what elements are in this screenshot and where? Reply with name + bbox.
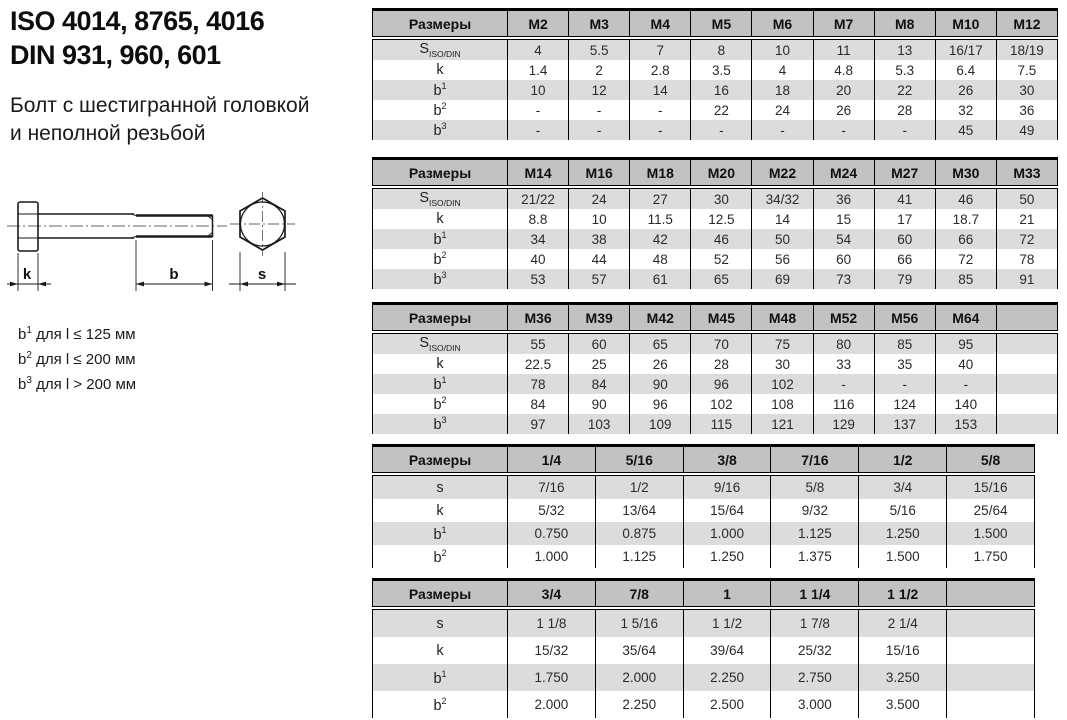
table-row	[373, 374, 1058, 394]
cell: 56	[752, 249, 813, 269]
column-header: M10	[935, 10, 996, 39]
cell: 1.750	[508, 664, 596, 691]
column-header: M12	[996, 10, 1057, 39]
cell: 18/19	[996, 38, 1057, 60]
cell: 1 5/16	[595, 608, 683, 637]
row-label: $b^2$	[373, 100, 508, 120]
cell: 1 7/8	[771, 608, 859, 637]
row-label: $b^1$	[373, 664, 508, 691]
cell: 5.3	[874, 60, 935, 80]
dimension-table-metric-m14-m33	[372, 157, 1058, 289]
cell: 7.5	[996, 60, 1057, 80]
cell: 0.875	[595, 522, 683, 545]
column-header: M8	[874, 10, 935, 39]
column-header: M4	[630, 10, 691, 39]
table-row	[373, 209, 1058, 229]
dim-label-b: b	[169, 266, 179, 283]
column-header: 1 1/4	[771, 580, 859, 609]
cell: 9/32	[771, 499, 859, 522]
cell: 84	[508, 394, 569, 414]
cell: 115	[691, 414, 752, 434]
cell: 90	[630, 374, 691, 394]
cell: 15/32	[508, 637, 596, 664]
column-header: 1/4	[508, 446, 596, 475]
column-header: M42	[630, 304, 691, 333]
cell: 75	[752, 332, 813, 354]
note-line: $b^3$ для l > 200 мм	[18, 375, 137, 393]
empty-cell	[947, 637, 1035, 664]
cell: 3.5	[691, 60, 752, 80]
cell: 20	[813, 80, 874, 100]
cell: 32	[935, 100, 996, 120]
cell: 35	[874, 354, 935, 374]
column-header: M64	[935, 304, 996, 333]
column-header: M33	[996, 159, 1057, 188]
cell: 15/16	[859, 637, 947, 664]
cell: 5/32	[508, 499, 596, 522]
row-label: $b^1$	[373, 522, 508, 545]
dimension-table-metric-m36-m64	[372, 302, 1058, 434]
cell: 0.750	[508, 522, 596, 545]
table-row	[373, 38, 1058, 60]
cell: 34/32	[752, 187, 813, 209]
cell: 3.500	[859, 691, 947, 718]
cell: 2.250	[595, 691, 683, 718]
dimension-table-metric-m2-m12	[372, 8, 1058, 140]
table-row	[373, 664, 1035, 691]
cell: 21/22	[508, 187, 569, 209]
cell: 4.8	[813, 60, 874, 80]
cell: 4	[752, 60, 813, 80]
cell: 1.750	[947, 545, 1035, 568]
cell: 14	[630, 80, 691, 100]
cell: 10	[508, 80, 569, 100]
cell: 2.750	[771, 664, 859, 691]
cell: 78	[508, 374, 569, 394]
cell: 65	[630, 332, 691, 354]
cell: 66	[935, 229, 996, 249]
cell: 1.250	[859, 522, 947, 545]
cell: 1 1/2	[683, 608, 771, 637]
cell: 30	[691, 187, 752, 209]
column-header: M18	[630, 159, 691, 188]
cell: 3.000	[771, 691, 859, 718]
header-row	[373, 304, 1058, 333]
cell: 54	[813, 229, 874, 249]
cell: 8	[691, 38, 752, 60]
cell: 140	[935, 394, 996, 414]
cell: 60	[874, 229, 935, 249]
cell: 66	[874, 249, 935, 269]
cell: 60	[569, 332, 630, 354]
cell: 16	[691, 80, 752, 100]
row-label: k	[373, 209, 508, 229]
cell: 129	[813, 414, 874, 434]
table-row	[373, 522, 1035, 545]
column-header: M16	[569, 159, 630, 188]
bolt-drawing	[5, 190, 315, 305]
notes-list	[18, 320, 136, 395]
cell: 60	[813, 249, 874, 269]
column-header: M5	[691, 10, 752, 39]
row-label: $b^2$	[373, 394, 508, 414]
cell: 91	[996, 269, 1057, 289]
column-header: M39	[569, 304, 630, 333]
cell: 27	[630, 187, 691, 209]
cell: 11	[813, 38, 874, 60]
corner-header: Размеры	[373, 446, 508, 475]
row-label: $b^3$	[373, 269, 508, 289]
cell: -	[813, 120, 874, 140]
cell: 33	[813, 354, 874, 374]
cell: 16/17	[935, 38, 996, 60]
cell: -	[874, 374, 935, 394]
cell: 9/16	[683, 474, 771, 499]
cell: -	[630, 120, 691, 140]
column-header: 1	[683, 580, 771, 609]
row-label: k	[373, 499, 508, 522]
cell: 103	[569, 414, 630, 434]
cell: 5/16	[859, 499, 947, 522]
cell: 108	[752, 394, 813, 414]
empty-cell	[996, 374, 1057, 394]
cell: 72	[996, 229, 1057, 249]
cell: 10	[569, 209, 630, 229]
cell: 2.000	[508, 691, 596, 718]
cell: -	[935, 374, 996, 394]
cell: -	[874, 120, 935, 140]
cell: 30	[996, 80, 1057, 100]
cell: -	[569, 120, 630, 140]
cell: 25/32	[771, 637, 859, 664]
cell: 26	[813, 100, 874, 120]
cell: 46	[935, 187, 996, 209]
column-header: M52	[813, 304, 874, 333]
empty-cell	[996, 332, 1057, 354]
cell: 2 1/4	[859, 608, 947, 637]
cell: -	[630, 100, 691, 120]
cell: -	[752, 120, 813, 140]
cell: 44	[569, 249, 630, 269]
cell: 25/64	[947, 499, 1035, 522]
cell: -	[508, 120, 569, 140]
cell: 21	[996, 209, 1057, 229]
cell: 10	[752, 38, 813, 60]
cell: 1.500	[859, 545, 947, 568]
cell: 15/64	[683, 499, 771, 522]
column-header: 7/8	[595, 580, 683, 609]
row-label: $b^2$	[373, 249, 508, 269]
column-header: 3/8	[683, 446, 771, 475]
cell: 1.000	[683, 522, 771, 545]
cell: 153	[935, 414, 996, 434]
table-row	[373, 637, 1035, 664]
cell: 50	[752, 229, 813, 249]
cell: 14	[752, 209, 813, 229]
table-row	[373, 545, 1035, 568]
cell: 41	[874, 187, 935, 209]
table-row	[373, 394, 1058, 414]
page-subtitle-line1: Болт с шестигранной головкой	[10, 94, 310, 117]
cell: 90	[569, 394, 630, 414]
row-label: $b^3$	[373, 414, 508, 434]
corner-header: Размеры	[373, 304, 508, 333]
cell: 24	[569, 187, 630, 209]
note-line: $b^2$ для l ≤ 200 мм	[18, 350, 136, 368]
cell: 5.5	[569, 38, 630, 60]
row-label: $b^3$	[373, 120, 508, 140]
table-row	[373, 269, 1058, 289]
cell: 38	[569, 229, 630, 249]
cell: 36	[813, 187, 874, 209]
cell: 79	[874, 269, 935, 289]
dim-label-s: s	[257, 266, 267, 283]
cell: 4	[508, 38, 569, 60]
cell: 6.4	[935, 60, 996, 80]
cell: 96	[691, 374, 752, 394]
bolt-side-view	[7, 202, 227, 291]
cell: 22	[691, 100, 752, 120]
cell: 18	[752, 80, 813, 100]
cell: 12	[569, 80, 630, 100]
table-row	[373, 187, 1058, 209]
column-header: M48	[752, 304, 813, 333]
row-label: $S_{ISO/DIN}$	[373, 187, 508, 209]
cell: 5/8	[771, 474, 859, 499]
cell: 61	[630, 269, 691, 289]
cell: 40	[508, 249, 569, 269]
header-row	[373, 159, 1058, 188]
cell: 3.250	[859, 664, 947, 691]
cell: 15/16	[947, 474, 1035, 499]
cell: 34	[508, 229, 569, 249]
cell: 1.4	[508, 60, 569, 80]
empty-cell	[996, 394, 1057, 414]
cell: 48	[630, 249, 691, 269]
page-title	[10, 4, 264, 72]
cell: -	[691, 120, 752, 140]
cell: 2.000	[595, 664, 683, 691]
cell: 1.500	[947, 522, 1035, 545]
column-header: M24	[813, 159, 874, 188]
cell: 124	[874, 394, 935, 414]
cell: 1/2	[595, 474, 683, 499]
cell: 102	[752, 374, 813, 394]
column-header: M30	[935, 159, 996, 188]
row-label: s	[373, 474, 508, 499]
empty-cell	[947, 664, 1035, 691]
table-row	[373, 100, 1058, 120]
empty-column-header	[996, 304, 1057, 333]
cell: 1.125	[771, 522, 859, 545]
table-row	[373, 80, 1058, 100]
cell: 49	[996, 120, 1057, 140]
cell: 96	[630, 394, 691, 414]
header-row	[373, 580, 1035, 609]
cell: 25	[569, 354, 630, 374]
cell: 50	[996, 187, 1057, 209]
row-label: k	[373, 354, 508, 374]
header-row	[373, 10, 1058, 39]
cell: 2.8	[630, 60, 691, 80]
column-header: M27	[874, 159, 935, 188]
cell: 85	[935, 269, 996, 289]
cell: 45	[935, 120, 996, 140]
table-row	[373, 332, 1058, 354]
cell: 17	[874, 209, 935, 229]
cell: 3/4	[859, 474, 947, 499]
cell: 1.125	[595, 545, 683, 568]
cell: 137	[874, 414, 935, 434]
cell: 84	[569, 374, 630, 394]
cell: 52	[691, 249, 752, 269]
empty-cell	[947, 691, 1035, 718]
column-header: 1/2	[859, 446, 947, 475]
row-label: $b^1$	[373, 374, 508, 394]
cell: 39/64	[683, 637, 771, 664]
cell: 28	[691, 354, 752, 374]
cell: 116	[813, 394, 874, 414]
cell: 2.500	[683, 691, 771, 718]
column-header: 3/4	[508, 580, 596, 609]
cell: -	[569, 100, 630, 120]
page-title-line2: DIN 931, 960, 601	[10, 40, 221, 70]
note-line: $b^1$ для l ≤ 125 мм	[18, 325, 136, 343]
table-row	[373, 120, 1058, 140]
table-row	[373, 249, 1058, 269]
row-label: $b^1$	[373, 80, 508, 100]
cell: -	[508, 100, 569, 120]
cell: 121	[752, 414, 813, 434]
cell: 85	[874, 332, 935, 354]
corner-header: Размеры	[373, 10, 508, 39]
column-header: 1 1/2	[859, 580, 947, 609]
cell: 55	[508, 332, 569, 354]
cell: 26	[630, 354, 691, 374]
cell: 11.5	[630, 209, 691, 229]
cell: 18.7	[935, 209, 996, 229]
dimension-table-inch-large	[372, 578, 1035, 718]
page-subtitle-line2: и неполной резьбой	[10, 122, 206, 145]
table-row	[373, 691, 1035, 718]
cell: 1.250	[683, 545, 771, 568]
cell: 13/64	[595, 499, 683, 522]
corner-header: Размеры	[373, 580, 508, 609]
table-row	[373, 608, 1035, 637]
cell: 30	[752, 354, 813, 374]
column-header: M36	[508, 304, 569, 333]
cell: 22	[874, 80, 935, 100]
empty-cell	[947, 608, 1035, 637]
column-header: M3	[569, 10, 630, 39]
dim-label-k: k	[22, 266, 32, 283]
cell: 2.250	[683, 664, 771, 691]
row-label: k	[373, 637, 508, 664]
cell: 36	[996, 100, 1057, 120]
cell: 57	[569, 269, 630, 289]
cell: 1.000	[508, 545, 596, 568]
cell: 97	[508, 414, 569, 434]
column-header: M22	[752, 159, 813, 188]
cell: 1.375	[771, 545, 859, 568]
dimension-table-inch-small	[372, 444, 1035, 568]
cell: 12.5	[691, 209, 752, 229]
cell: 73	[813, 269, 874, 289]
cell: 65	[691, 269, 752, 289]
column-header: 5/8	[947, 446, 1035, 475]
row-label: $b^1$	[373, 229, 508, 249]
table-row	[373, 474, 1035, 499]
cell: 7/16	[508, 474, 596, 499]
cell: 69	[752, 269, 813, 289]
table-row	[373, 60, 1058, 80]
table-row	[373, 354, 1058, 374]
header-row	[373, 446, 1035, 475]
cell: 102	[691, 394, 752, 414]
row-label: $b^2$	[373, 691, 508, 718]
cell: 72	[935, 249, 996, 269]
cell: 1 1/8	[508, 608, 596, 637]
cell: -	[813, 374, 874, 394]
cell: 35/64	[595, 637, 683, 664]
cell: 2	[569, 60, 630, 80]
row-label: $b^2$	[373, 545, 508, 568]
column-header: M14	[508, 159, 569, 188]
table-row	[373, 414, 1058, 434]
empty-column-header	[947, 580, 1035, 609]
cell: 8.8	[508, 209, 569, 229]
column-header: M20	[691, 159, 752, 188]
cell: 53	[508, 269, 569, 289]
row-label: s	[373, 608, 508, 637]
column-header: 7/16	[771, 446, 859, 475]
row-label: $S_{ISO/DIN}$	[373, 38, 508, 60]
cell: 15	[813, 209, 874, 229]
table-row	[373, 499, 1035, 522]
column-header: M56	[874, 304, 935, 333]
empty-cell	[996, 354, 1057, 374]
cell: 42	[630, 229, 691, 249]
column-header: 5/16	[595, 446, 683, 475]
cell: 40	[935, 354, 996, 374]
bolt-head-profile	[18, 202, 38, 251]
empty-cell	[996, 414, 1057, 434]
cell: 95	[935, 332, 996, 354]
column-header: M2	[508, 10, 569, 39]
page-subtitle	[10, 92, 309, 148]
cell: 24	[752, 100, 813, 120]
cell: 22.5	[508, 354, 569, 374]
cell: 13	[874, 38, 935, 60]
cell: 46	[691, 229, 752, 249]
cell: 109	[630, 414, 691, 434]
row-label: k	[373, 60, 508, 80]
column-header: M6	[752, 10, 813, 39]
table-row	[373, 229, 1058, 249]
cell: 70	[691, 332, 752, 354]
cell: 28	[874, 100, 935, 120]
row-label: $S_{ISO/DIN}$	[373, 332, 508, 354]
column-header: M45	[691, 304, 752, 333]
cell: 80	[813, 332, 874, 354]
column-header: M7	[813, 10, 874, 39]
page-title-line1: ISO 4014, 8765, 4016	[10, 6, 265, 36]
cell: 26	[935, 80, 996, 100]
cell: 78	[996, 249, 1057, 269]
cell: 7	[630, 38, 691, 60]
corner-header: Размеры	[373, 159, 508, 188]
